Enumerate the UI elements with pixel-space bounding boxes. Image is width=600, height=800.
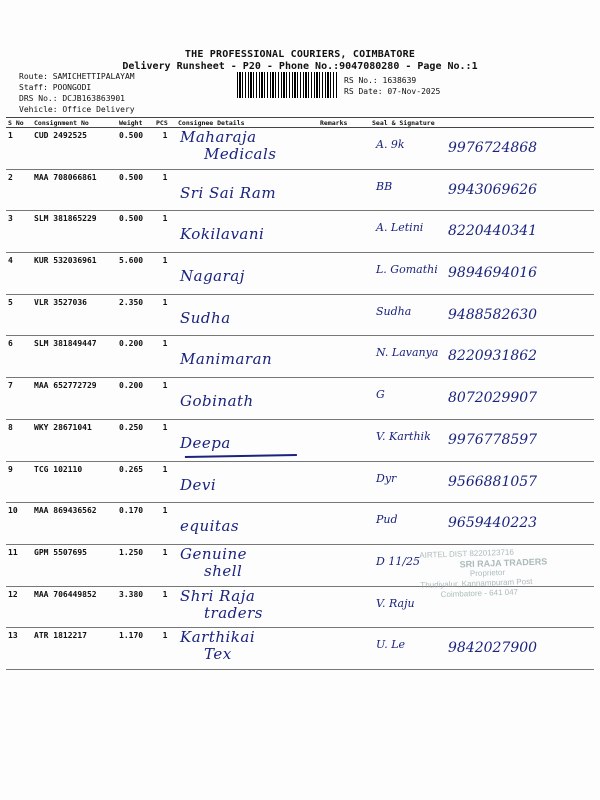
row-sno: 11 [6, 544, 32, 586]
barcode-icon [237, 72, 337, 98]
table-row [6, 461, 594, 503]
consignee-name: Kokilavani [180, 225, 265, 244]
signature-phone: 8220440341 [448, 223, 538, 240]
row-consignee [176, 253, 318, 295]
row-consignment-no: TCG 102110 [32, 461, 117, 503]
col-header-sno: S No [6, 118, 32, 128]
consignee-name: Manimaran [180, 350, 273, 369]
row-sno: 12 [6, 586, 32, 628]
row-remarks [318, 586, 370, 628]
row-consignment-no: ATR 1812217 [32, 628, 117, 670]
row-consignee [176, 294, 318, 336]
row-consignee [176, 336, 318, 378]
table-row [6, 419, 594, 461]
vehicle-label: Vehicle: Office Delivery [19, 105, 135, 114]
row-consignment-no: MAA 869436562 [32, 503, 117, 545]
signature-mark: V. Karthik [376, 429, 431, 443]
stamp-line: Proprietor [469, 567, 506, 579]
signature-mark: A. Letini [376, 221, 424, 235]
row-remarks [318, 419, 370, 461]
row-weight: 0.170 [117, 503, 154, 545]
row-remarks [318, 253, 370, 295]
stamp-line: AIRTEL DIST 8220123716 [419, 547, 514, 560]
row-remarks [318, 378, 370, 420]
row-pcs: 1 [154, 253, 176, 295]
consignee-name: Karthikai [180, 628, 256, 647]
col-header-weight: Weight [117, 118, 154, 128]
row-consignment-no: MAA 708066861 [32, 169, 117, 211]
signature-mark: G [376, 388, 385, 402]
staff-label: Staff: POONGODI [19, 83, 92, 92]
table-row [6, 503, 594, 545]
signature-mark: Dyr [376, 471, 397, 485]
table-row [6, 294, 594, 336]
consignee-name: Genuine [180, 544, 248, 563]
row-consignment-no: SLM 381865229 [32, 211, 117, 253]
signature-mark: L. Gomathi [376, 263, 438, 277]
row-remarks [318, 169, 370, 211]
col-header-signature: Seal & Signature [370, 118, 594, 128]
signature-phone: 9842027900 [448, 640, 538, 657]
signature-mark: BB [376, 179, 393, 193]
row-remarks [318, 503, 370, 545]
row-consignment-no: MAA 706449852 [32, 586, 117, 628]
row-sno: 8 [6, 419, 32, 461]
consignee-name: Sudha [180, 308, 231, 327]
row-remarks [318, 211, 370, 253]
row-consignee [176, 503, 318, 545]
row-remarks [318, 128, 370, 170]
signature-phone: 9894694016 [448, 265, 538, 282]
row-consignee [176, 128, 318, 170]
row-pcs: 1 [154, 336, 176, 378]
signature-mark: Pud [376, 513, 398, 527]
row-signature [370, 169, 594, 211]
row-pcs: 1 [154, 586, 176, 628]
row-weight: 0.500 [117, 128, 154, 170]
row-sno: 5 [6, 294, 32, 336]
runsheet-subtitle: Delivery Runsheet - P20 - Phone No.:9047080280 - Page No.:1 [122, 61, 478, 72]
row-remarks [318, 461, 370, 503]
row-weight: 1.250 [117, 544, 154, 586]
consignee-name: equitas [180, 517, 240, 536]
consignee-name-line2: Medicals [204, 145, 277, 163]
consignee-name: Gobinath [180, 392, 254, 411]
row-consignment-no: WKY 28671041 [32, 419, 117, 461]
row-sno: 6 [6, 336, 32, 378]
row-weight: 5.600 [117, 253, 154, 295]
rs-date: RS Date: 07-Nov-2025 [344, 87, 441, 96]
row-consignee [176, 378, 318, 420]
consignee-name: Sri Sai Ram [180, 183, 277, 202]
row-consignment-no: CUD 2492525 [32, 128, 117, 170]
signature-mark: D 11/25 [376, 554, 421, 568]
row-remarks [318, 628, 370, 670]
col-header-consignment: Consignment No [32, 118, 117, 128]
row-consignment-no: GPM 5507695 [32, 544, 117, 586]
row-pcs: 1 [154, 211, 176, 253]
row-pcs: 1 [154, 419, 176, 461]
row-consignee [176, 628, 318, 670]
row-signature [370, 294, 594, 336]
row-pcs: 1 [154, 294, 176, 336]
consignee-name: Maharaja [180, 128, 257, 146]
row-weight: 2.350 [117, 294, 154, 336]
row-signature [370, 211, 594, 253]
row-signature [370, 128, 594, 170]
row-remarks [318, 544, 370, 586]
row-signature [370, 461, 594, 503]
signature-mark: U. Le [376, 638, 406, 652]
trader-seal-stamp [419, 545, 586, 603]
row-consignee [176, 169, 318, 211]
rs-number: RS No.: 1638639 [344, 76, 417, 85]
stamp-line: Thudiyalur, Kannampuram Post [420, 576, 533, 590]
consignee-name: Deepa [180, 433, 231, 452]
signature-mark: V. Raju [376, 596, 415, 610]
consignee-name: Shri Raja [180, 586, 256, 605]
row-weight: 3.380 [117, 586, 154, 628]
row-weight: 0.200 [117, 378, 154, 420]
consignee-name-line2: traders [204, 603, 263, 622]
signature-phone: 9566881057 [448, 473, 538, 490]
row-sno: 2 [6, 169, 32, 211]
row-sno: 7 [6, 378, 32, 420]
signature-phone: 9976724868 [448, 140, 538, 156]
row-pcs: 1 [154, 544, 176, 586]
row-signature [370, 378, 594, 420]
row-consignee [176, 586, 318, 628]
signature-mark: A. 9k [376, 138, 405, 151]
row-signature [370, 336, 594, 378]
table-row [6, 378, 594, 420]
row-consignment-no: SLM 381849447 [32, 336, 117, 378]
row-pcs: 1 [154, 503, 176, 545]
company-title: THE PROFESSIONAL COURIERS, COIMBATORE [184, 49, 416, 60]
row-pcs: 1 [154, 378, 176, 420]
row-consignment-no: KUR 532036961 [32, 253, 117, 295]
row-pcs: 1 [154, 128, 176, 170]
table-header-row [6, 118, 594, 128]
row-remarks [318, 336, 370, 378]
signature-phone: 9976778597 [448, 431, 538, 448]
signature-mark: Sudha [376, 304, 412, 318]
signature-phone: 8220931862 [448, 348, 538, 365]
row-consignee [176, 544, 318, 586]
signature-phone: 9659440223 [448, 515, 538, 532]
row-signature [370, 628, 594, 670]
row-consignment-no: VLR 3527036 [32, 294, 117, 336]
row-sno: 4 [6, 253, 32, 295]
consignee-name-line2: Tex [204, 645, 232, 664]
row-sno: 9 [6, 461, 32, 503]
row-signature [370, 503, 594, 545]
stamp-line: SRI RAJA TRADERS [459, 556, 548, 570]
row-remarks [318, 294, 370, 336]
consignee-name: Nagaraj [180, 267, 245, 286]
row-weight: 0.500 [117, 169, 154, 211]
table-row [6, 211, 594, 253]
row-consignee [176, 211, 318, 253]
row-sno: 10 [6, 503, 32, 545]
table-row [6, 628, 594, 670]
signature-phone: 8072029907 [448, 390, 538, 407]
consignee-name: Devi [180, 475, 217, 494]
row-pcs: 1 [154, 169, 176, 211]
drs-number: DRS No.: DCJB163863901 [19, 94, 125, 103]
row-sno: 1 [6, 128, 32, 170]
row-consignment-no: MAA 652772729 [32, 378, 117, 420]
row-weight: 0.200 [117, 336, 154, 378]
row-sno: 3 [6, 211, 32, 253]
signature-mark: N. Lavanya [376, 346, 439, 360]
row-signature [370, 253, 594, 295]
col-header-remarks: Remarks [318, 118, 370, 128]
signature-phone: 9488582630 [448, 306, 538, 323]
col-header-pcs: PCS [154, 118, 176, 128]
row-weight: 1.170 [117, 628, 154, 670]
col-header-consignee: Consignee Details [176, 118, 318, 128]
table-row [6, 169, 594, 211]
row-weight: 0.250 [117, 419, 154, 461]
route-label: Route: SAMICHETTIPALAYAM [19, 72, 135, 81]
row-weight: 0.500 [117, 211, 154, 253]
strikethrough-scribble [185, 454, 297, 468]
stamp-line: Coimbatore - 641 047 [440, 587, 519, 600]
table-row [6, 253, 594, 295]
row-pcs: 1 [154, 461, 176, 503]
row-pcs: 1 [154, 628, 176, 670]
row-sno: 13 [6, 628, 32, 670]
row-signature [370, 419, 594, 461]
table-row [6, 336, 594, 378]
signature-phone: 9943069626 [448, 181, 538, 198]
table-row [6, 128, 594, 170]
consignee-name-line2: shell [204, 561, 243, 580]
row-weight: 0.265 [117, 461, 154, 503]
